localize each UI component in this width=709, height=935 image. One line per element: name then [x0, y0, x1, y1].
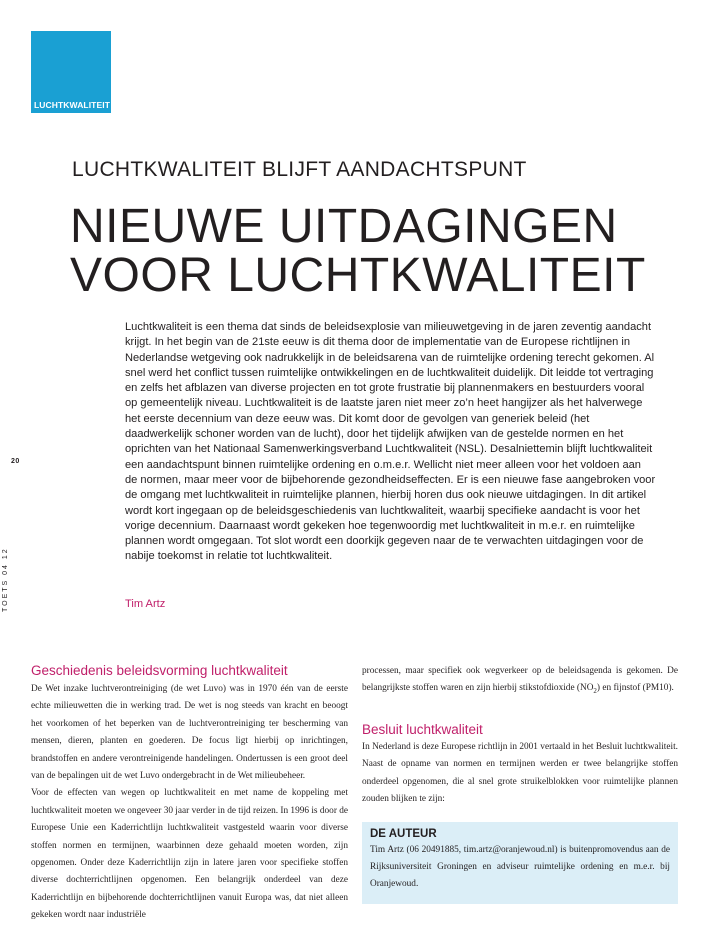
section-heading-history: Geschiedenis beleidsvorming luchtkwaliteit — [31, 663, 288, 678]
article-title — [70, 202, 646, 300]
body-text: processen, maar specifiek ook wegverkeer op de beleidsagenda is gekomen. De belangrijkste stoffen waren en zijn hierbij stikstofdioxide (NO — [362, 666, 678, 694]
issue-label: TOETS 04 12 — [2, 547, 9, 612]
author-box-text: Tim Artz (06 20491885, tim.artz@oranjewoud.nl) is buitenpromovendus aan de Rijksuniversiteit Groningen en adviseur ruimtelijke ordening en m.e.r. bij Oranjewoud. — [370, 845, 670, 889]
section-heading-besluit: Besluit luchtkwaliteit — [362, 722, 483, 737]
intro-paragraph: Luchtkwaliteit is een thema dat sinds de beleidsexplosie van milieuwetgeving in de jaren zeventig aandacht krijgt. In het begin van de 21ste eeuw is dit thema door de implementatie van de Europese richtlijnen in Nederlandse wetgeving ook nadrukkelijk in de beleidsarena van de ruimtelijke ordening terecht gekomen. Al snel werd het conflict tussen ruimtelijke ontwikkelingen en de luchtkwaliteit duidelijk. Dit leidde tot vertraging en zelfs het afblazen van diverse projecten en tot grote frustratie bij plannenmakers en bestuurders vooral op gemeentelijk niveau. Luchtkwaliteit is de laatste jaren niet meer zo’n heet hangijzer als het halverwege het eerste decennium van deze eeuw was. Dit komt door de gevolgen van generiek beleid (het daadwerkelijk schoner worden van de lucht), door het tijdelijk afwijken van de gestelde normen en het oprichten van het Nationaal Samenwerkingsverband Luchtkwaliteit (NSL). Desalniettemin blijft luchtkwaliteit een aandachtspunt binnen ruimtelijke ordening en o.m.e.r. Wellicht niet meer alleen voor het voldoen aan de normen, maar meer voor de bijbehorende gezondheidseffecten. Er is een nieuwe fase aangebroken voor de omgang met luchtkwaliteit in ruimtelijke plannen, hierbij horen dus ook nieuwe uitdagingen. In dit artikel wordt kort ingegaan op de beleidsgeschiedenis van luchtkwaliteit, waarbij specifieke aandacht is voor het vorige decennium. Daarnaast wordt gekeken hoe tegenwoordig met luchtkwaliteit in m.e.r. en ruimtelijke plannen wordt omgegaan. Tot slot wordt een doorkijk gegeven naar de te verwachten uitdagingen voor de nabije toekomst in relatie tot luchtkwaliteit. — [125, 321, 656, 563]
body-text: ) en fijnstof (PM10). — [596, 683, 674, 694]
body-paragraph: De Wet inzake luchtverontreiniging (de wet Luvo) was in 1970 één van de eerste echte milieuwetten die in werking trad. De wet is nog steeds van kracht en beoogt het voorkomen of het beperken van de luchtverontreiniging ter bescherming van mensen, dieren, planten en goederen. De focus ligt hierbij op inrichtingen, brandstoffen en andere verontreinigende handelingen. Ondertussen is een groot deel van de bepalingen uit de wet Luvo ondergebracht in de Wet milieubeheer. — [31, 684, 348, 782]
article-subtitle: LUCHTKWALITEIT BLIJFT AANDACHTSPUNT — [72, 158, 527, 181]
section-tag: LUCHTKWALITEIT — [31, 99, 111, 112]
page-number: 20 — [11, 458, 20, 465]
subscript: 2 — [593, 687, 597, 696]
body-column-left — [31, 681, 348, 925]
body-column-right-top — [362, 663, 678, 701]
title-line-1: NIEUWE UITDAGINGEN — [70, 200, 618, 253]
author-box — [362, 822, 678, 904]
author-box-title: DE AUTEUR — [370, 828, 437, 840]
title-line-2: VOOR LUCHTKWALITEIT — [70, 249, 646, 302]
intro-author: Tim Artz — [125, 598, 166, 610]
body-paragraph: Voor de effecten van wegen op luchtkwaliteit en met name de koppeling met luchtkwaliteit moeten we ongeveer 30 jaar verder in de tijd reizen. In 1996 is door de Europese Unie een Kaderrichtlijn luchtkwaliteit vastgesteld waarin voor diverse stoffen normen en termijnen, waarbinnen deze gehaald moeten worden, zijn opgenomen. Onder deze Kaderrichtlijn zijn in latere jaren voor specifieke stoffen diverse dochterrichtlijnen opgenomen. Een belangrijk onderdeel van deze Kaderrichtlijn en bijbehorende dochterrichtlijnen vanuit Europa was, dat niet alleen gekeken wordt naar industriële — [31, 788, 349, 921]
section-divider — [31, 112, 111, 113]
section-color-block — [31, 31, 111, 99]
body-column-right: In Nederland is deze Europese richtlijn in 2001 vertaald in het Besluit luchtkwaliteit. Naast de opname van normen en termijnen werden er twee belangrijke stoffen onderdeel opgenomen, die al snel grote struikelblokken voor ruimtelijke plannen zouden blijken te zijn: — [362, 742, 678, 805]
